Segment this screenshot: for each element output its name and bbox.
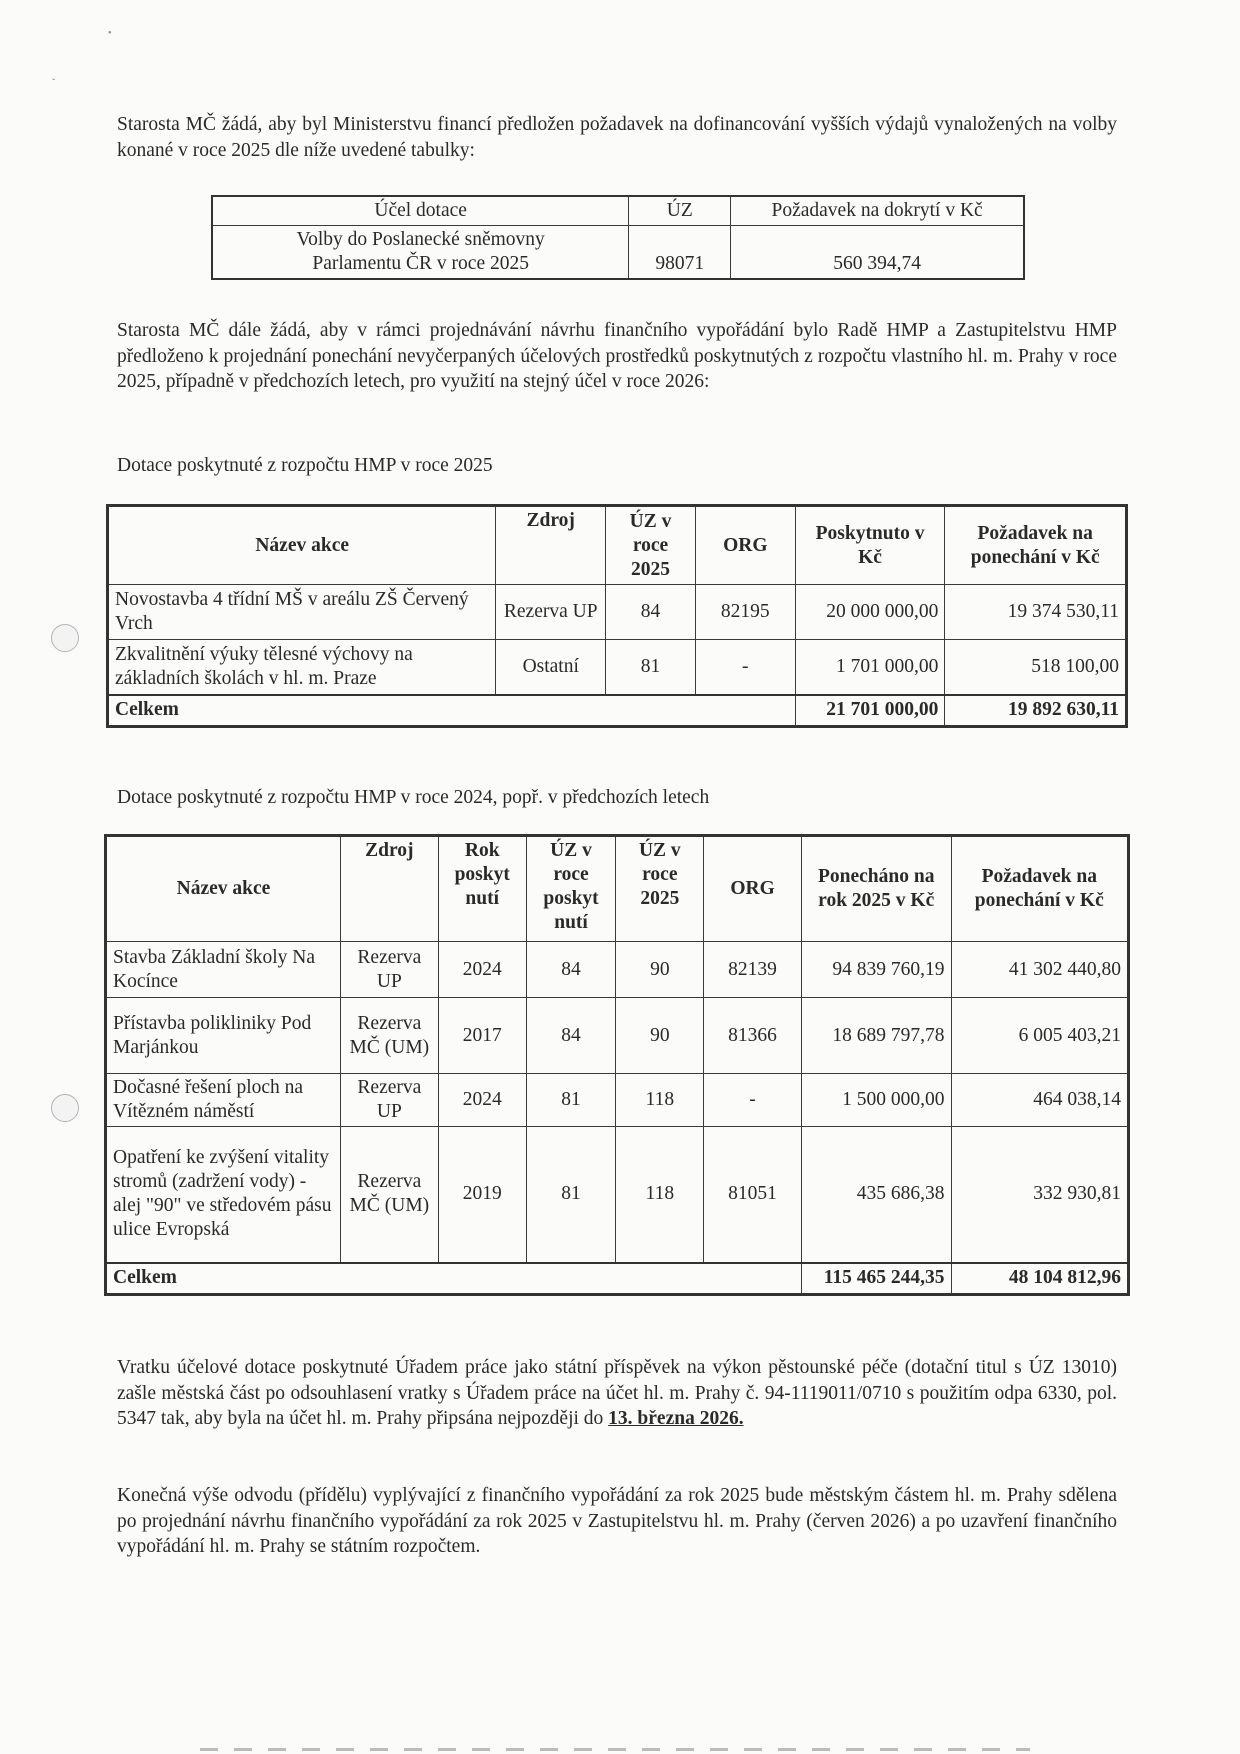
- header-poskytnuto: Poskytnuto v Kč: [795, 506, 945, 585]
- total-label: Celkem: [108, 695, 796, 727]
- table-row: [106, 1074, 1129, 1127]
- header-ponechano: Ponecháno na rok 2025 v Kč: [801, 836, 951, 942]
- cell-ponechano: 94 839 760,19: [801, 942, 951, 998]
- header-uz-poskytnuti: ÚZ v roce poskyt nutí: [526, 836, 616, 942]
- header-pozadavek: Požadavek na ponechání v Kč: [945, 506, 1127, 585]
- table-row: [212, 226, 1024, 280]
- total-poskytnuto: 21 701 000,00: [795, 695, 945, 727]
- header-pozadavek: Požadavek na ponechání v Kč: [951, 836, 1128, 942]
- cell-uz-2025: 118: [616, 1074, 704, 1127]
- scan-speck: ˇ: [52, 78, 56, 89]
- total-ponechano: 115 465 244,35: [801, 1263, 951, 1295]
- header-rok: Rok poskyt nutí: [438, 836, 526, 942]
- header-org: ORG: [704, 836, 802, 942]
- cell-rok: 2017: [438, 998, 526, 1074]
- cell-uz-2025: 90: [616, 998, 704, 1074]
- cell-uz: 84: [606, 585, 696, 640]
- cell-pozadavek: 464 038,14: [951, 1074, 1128, 1127]
- cell-nazev: Stavba Základní školy Na Kocínce: [106, 942, 341, 998]
- cell-ucel: [212, 226, 629, 280]
- header-uz-2025: ÚZ v roce 2025: [616, 836, 704, 942]
- cell-pozadavek: 6 005 403,21: [951, 998, 1128, 1074]
- caption-2024: Dotace poskytnuté z rozpočtu HMP v roce 2024, popř. v předchozích letech: [117, 787, 710, 808]
- cell-nazev: Zkvalitnění výuky tělesné výchovy na základních školách v hl. m. Praze: [108, 640, 496, 695]
- paragraph-text: Starosta MČ žádá, aby byl Ministerstvu financí předložen požadavek na dofinancování vyšších výdajů vynaložených na volby konané v roce 2025 dle níže uvedené tabulky:: [117, 114, 1117, 161]
- cell-org: 81366: [704, 998, 802, 1074]
- cell-nazev: Opatření ke zvýšení vitality stromů (zadržení vody) - alej "90" ve středovém pásu ulice Evropská: [106, 1127, 341, 1263]
- table-header-row: [212, 196, 1024, 226]
- cell-poskytnuto: 1 701 000,00: [795, 640, 945, 695]
- header-nazev: Název akce: [108, 506, 496, 585]
- punch-hole: [51, 1094, 79, 1122]
- cell-uz-poskytnuti: 84: [526, 942, 616, 998]
- cell-ucel-line: Volby do Poslanecké sněmovny: [296, 229, 545, 250]
- cell-pozadavek: 518 100,00: [945, 640, 1127, 695]
- cell-zdroj: Rezerva MČ (UM): [340, 998, 438, 1074]
- paragraph-text: Konečná výše odvodu (přídělu) vyplývající z finančního vypořádání za rok 2025 bude městským částem hl. m. Prahy sdělena po projednání návrhu finančního vypořádání za rok 2025 v Zastupitelstvu hl. m. Prahy (červen 2026) a po uzavření finančního vypořádání hl. m. Prahy se státním rozpočtem.: [117, 1485, 1117, 1557]
- deadline-date: 13. března 2026.: [608, 1408, 744, 1429]
- cell-org: 82195: [695, 585, 795, 640]
- caption-2025: Dotace poskytnuté z rozpočtu HMP v roce 2025: [117, 455, 493, 476]
- cell-uz-2025: 118: [616, 1127, 704, 1263]
- cell-ucel-line: Parlamentu ČR v roce 2025: [312, 253, 529, 274]
- total-pozadavek: 48 104 812,96: [951, 1263, 1128, 1295]
- cell-zdroj: Rezerva MČ (UM): [340, 1127, 438, 1263]
- cell-nazev: Dočasné řešení ploch na Vítězném náměstí: [106, 1074, 341, 1127]
- cell-uz-poskytnuti: 81: [526, 1127, 616, 1263]
- paragraph-text: Starosta MČ dále žádá, aby v rámci projednávání návrhu finančního vypořádání bylo Radě HMP a Zastupitelstvu HMP předloženo k projednání ponechání nevyčerpaných účelových prostředků poskytnutých z rozpočtu vlastního hl. m. Prahy v roce 2025, případně v předchozích letech, pro využití na stejný účel v roce 2026:: [117, 320, 1117, 392]
- cell-org: 81051: [704, 1127, 802, 1263]
- paragraph-ponechani-request: [117, 318, 1117, 395]
- cell-org: 82139: [704, 942, 802, 998]
- total-pozadavek: 19 892 630,11: [945, 695, 1127, 727]
- header-zdroj: Zdroj: [496, 506, 606, 585]
- cell-uz-poskytnuti: 84: [526, 998, 616, 1074]
- paragraph-text: Vratku účelové dotace poskytnuté Úřadem práce jako státní příspěvek na výkon pěstounské péče (dotační titul s ÚZ 13010) zašle městská část po odsouhlasení vratky s Úřadem práce na účet hl. m. Prahy č. 94-1119011/0710 s použitím odpa 6330, pol. 5347 tak, aby byla na účet hl. m. Prahy připsána nejpozději do: [117, 1357, 1117, 1429]
- header-org: ORG: [695, 506, 795, 585]
- header-nazev: Název akce: [106, 836, 341, 942]
- paragraph-vratka: [117, 1355, 1117, 1432]
- header-pozadavek: Požadavek na dokrytí v Kč: [731, 196, 1024, 226]
- dotace-2025-table: [106, 504, 1128, 728]
- scan-speck: •: [108, 28, 112, 39]
- cell-ponechano: 18 689 797,78: [801, 998, 951, 1074]
- cell-zdroj: Ostatní: [496, 640, 606, 695]
- table-row: [106, 942, 1129, 998]
- cell-uz: 81: [606, 640, 696, 695]
- punch-hole: [51, 624, 79, 652]
- cell-uz-2025: 90: [616, 942, 704, 998]
- table-total-row: [108, 695, 1127, 727]
- cell-pozadavek: 19 374 530,11: [945, 585, 1127, 640]
- cell-pozadavek: 41 302 440,80: [951, 942, 1128, 998]
- cell-zdroj: Rezerva UP: [496, 585, 606, 640]
- table-row: [106, 1127, 1129, 1263]
- table-row: [106, 998, 1129, 1074]
- paragraph-volby-request: [117, 112, 1117, 163]
- cell-nazev: Novostavba 4 třídní MŠ v areálu ZŠ Červený Vrch: [108, 585, 496, 640]
- cell-uz-poskytnuti: 81: [526, 1074, 616, 1127]
- table-header-row: [108, 506, 1127, 585]
- total-label: Celkem: [106, 1263, 802, 1295]
- cell-org: -: [695, 640, 795, 695]
- header-ucel: Účel dotace: [212, 196, 629, 226]
- cell-pozadavek: 332 930,81: [951, 1127, 1128, 1263]
- cell-org: -: [704, 1074, 802, 1127]
- volby-table: [211, 195, 1025, 280]
- paragraph-odvod: [117, 1483, 1117, 1560]
- table-row: [108, 640, 1127, 695]
- table-row: [108, 585, 1127, 640]
- cell-rok: 2024: [438, 942, 526, 998]
- cell-rok: 2019: [438, 1127, 526, 1263]
- cell-zdroj: Rezerva UP: [340, 1074, 438, 1127]
- header-uz: ÚZ v roce 2025: [606, 506, 696, 585]
- header-uz: ÚZ: [629, 196, 731, 226]
- table-total-row: [106, 1263, 1129, 1295]
- scan-artifact: [200, 1748, 1030, 1751]
- cell-nazev: Přístavba polikliniky Pod Marjánkou: [106, 998, 341, 1074]
- dotace-2024-table: [104, 834, 1130, 1296]
- cell-poskytnuto: 20 000 000,00: [795, 585, 945, 640]
- header-zdroj: Zdroj: [340, 836, 438, 942]
- cell-uz: 98071: [629, 226, 731, 280]
- cell-rok: 2024: [438, 1074, 526, 1127]
- cell-zdroj: Rezerva UP: [340, 942, 438, 998]
- cell-ponechano: 435 686,38: [801, 1127, 951, 1263]
- table-header-row: [106, 836, 1129, 942]
- cell-ponechano: 1 500 000,00: [801, 1074, 951, 1127]
- cell-pozadavek: 560 394,74: [731, 226, 1024, 280]
